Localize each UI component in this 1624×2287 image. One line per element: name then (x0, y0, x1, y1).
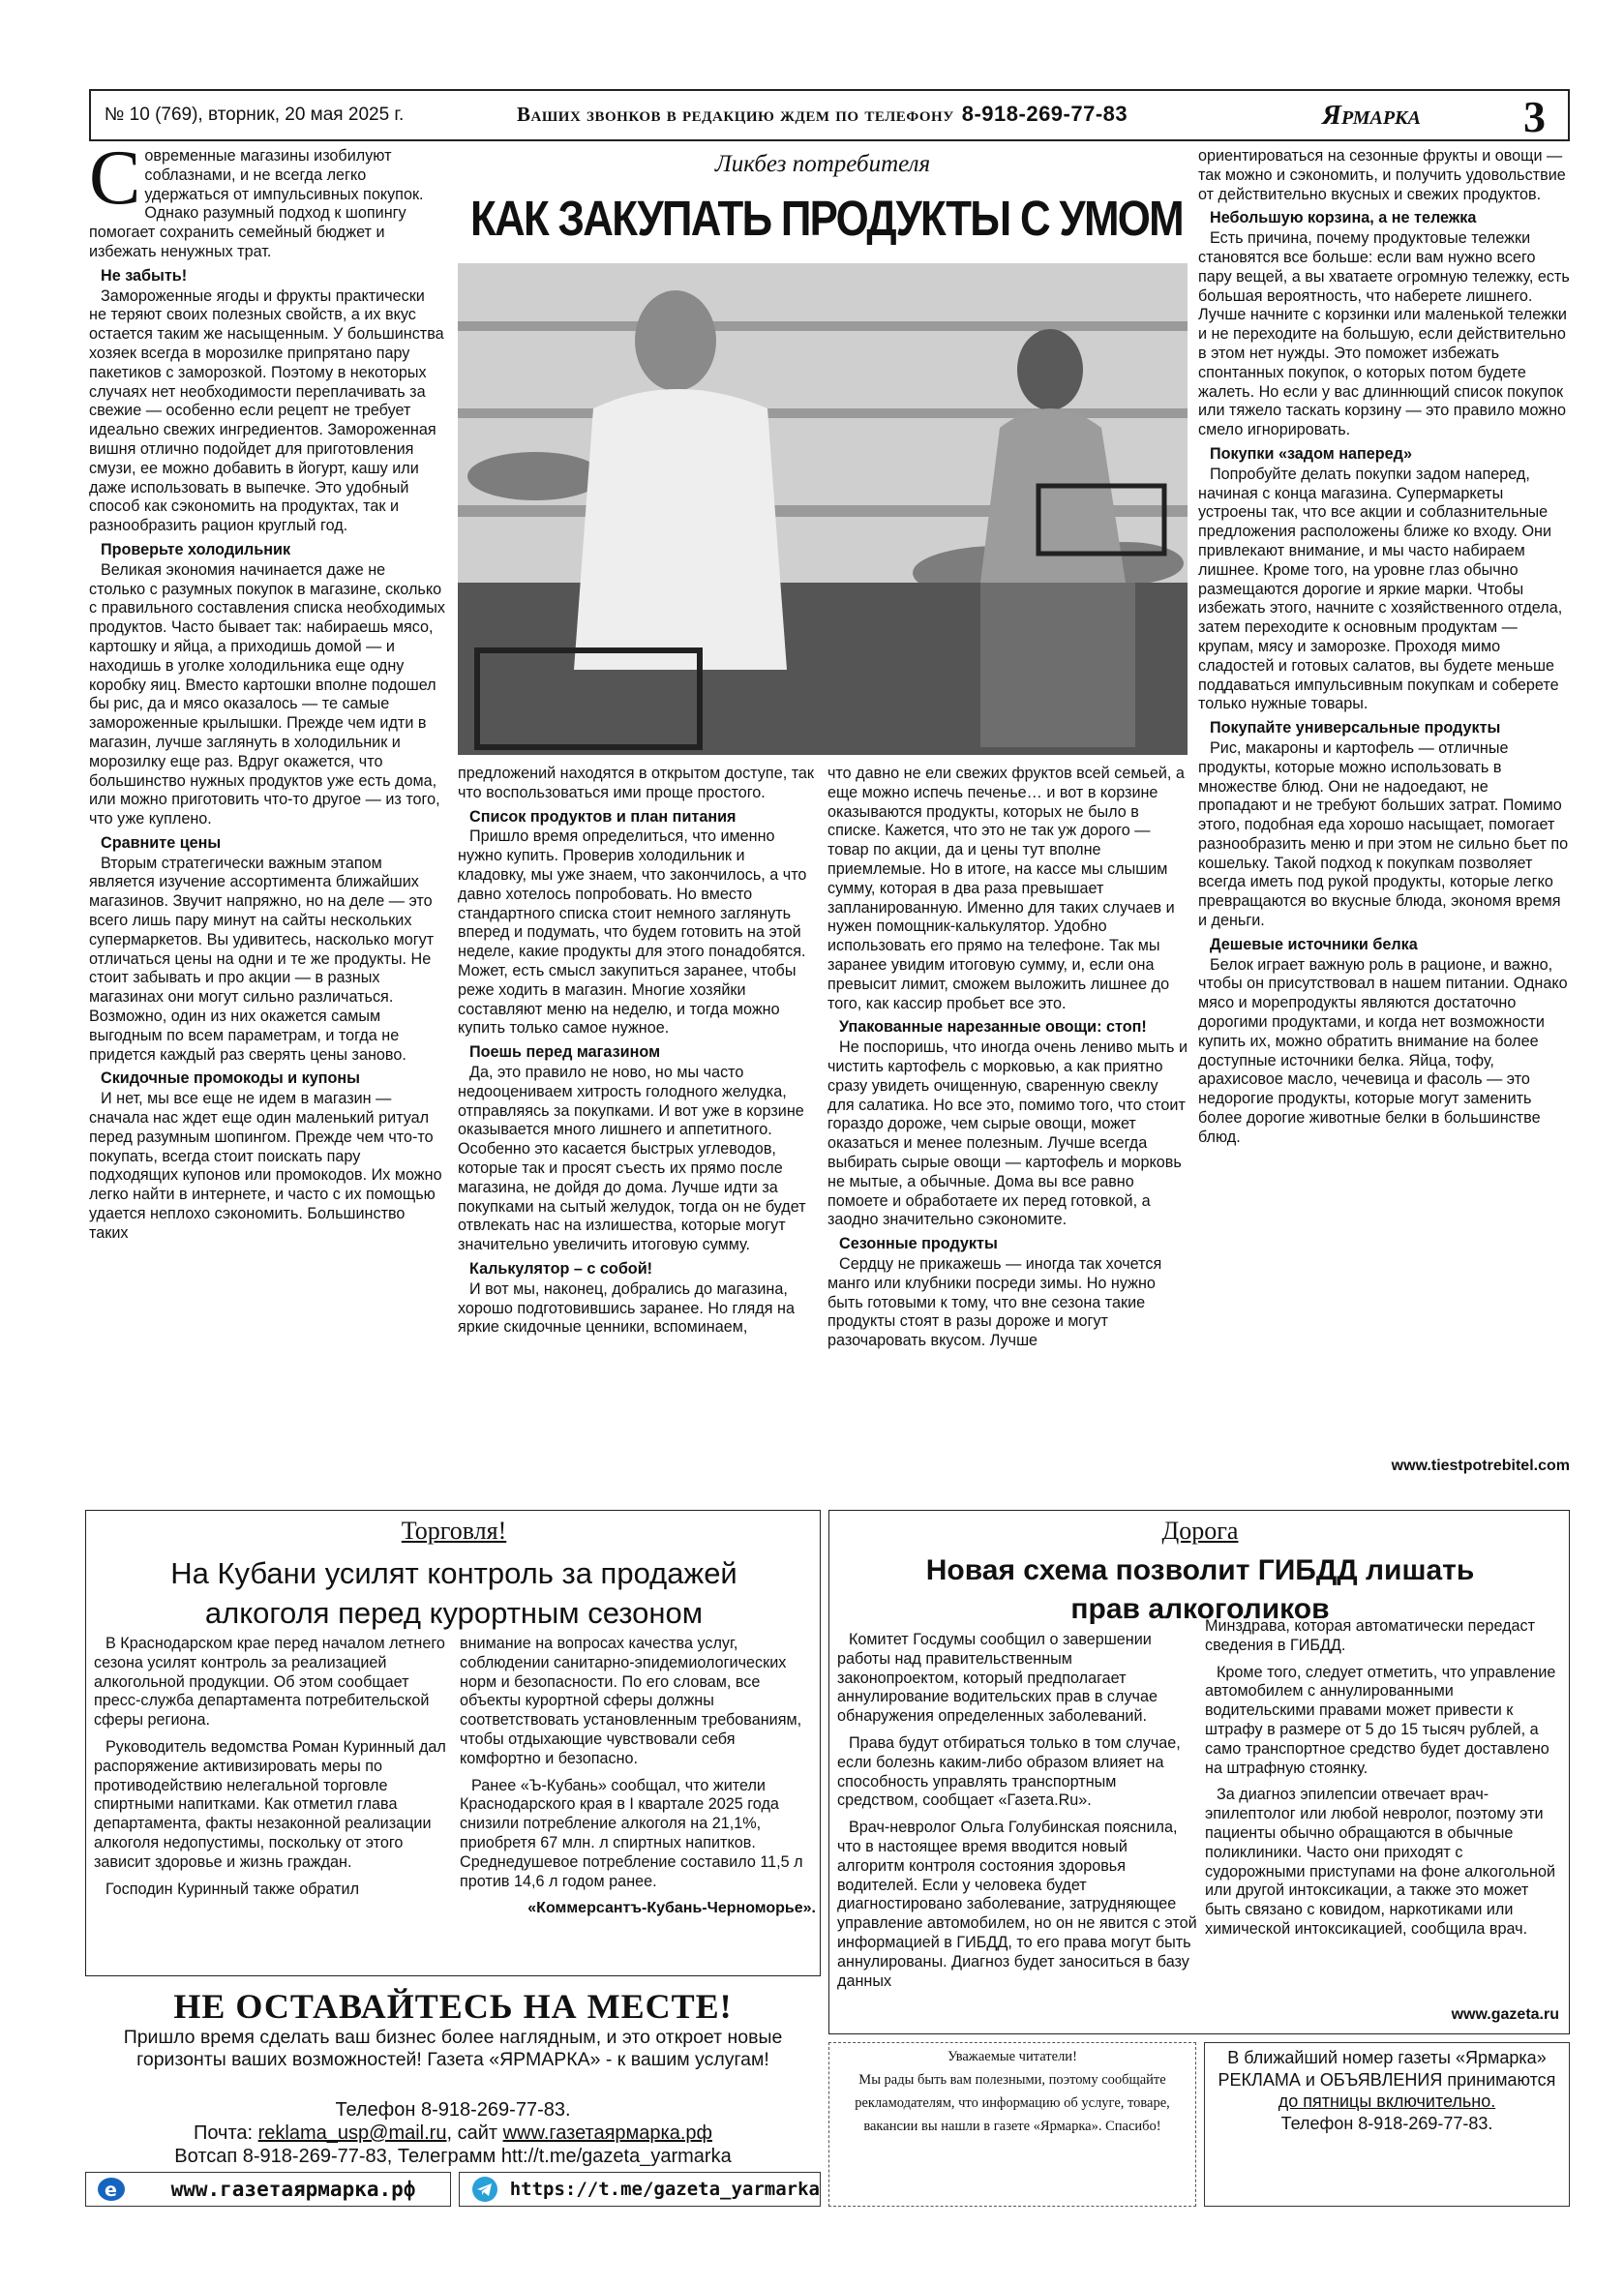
telegram-icon (467, 2176, 502, 2203)
road-source: www.gazeta.ru (1451, 2006, 1559, 2023)
section-heading: Калькулятор – с собой! (469, 1259, 653, 1278)
ad-contacts: Телефон 8-918-269-77-83. Почта: reklama_usp@mail.ru, сайт www.газетаярмарка.рф Вотсап 8-918-269-77-83, Телеграмм htt://t.me/gazeta_yarmarka (85, 2098, 821, 2168)
article-rubric: Ликбез потребителя (714, 151, 931, 177)
editorial-phone-line: Ваших звонков в редакцию ждем по телефону 8-918-269-77-83 (517, 102, 1128, 126)
section-heading: Покупки «задом наперед» (1210, 444, 1412, 463)
section-heading: Список продуктов и план питания (469, 807, 737, 826)
ad-phone: Телефон 8-918-269-77-83. (335, 2099, 571, 2121)
ad-title: НЕ ОСТАВАЙТЕСЬ НА МЕСТЕ! (173, 1987, 733, 2026)
section-heading: Упакованные нарезанные овощи: стоп! (839, 1018, 1147, 1037)
telegram-strip[interactable] (459, 2172, 821, 2207)
dropcap: С (89, 135, 141, 221)
article-title: КАК ЗАКУПАТЬ ПРОДУКТЫ С УМОМ (470, 191, 1183, 246)
road-news-box (828, 1510, 1570, 2034)
road-rubric: Дорога (1161, 1517, 1239, 1545)
next-issue-phone: Телефон 8-918-269-77-83. (1280, 2113, 1493, 2133)
article-column-4: ориентироваться на сезонные фрукты и овощи — так можно и сэкономить, и получить удовольствие от действительно вкусных и свежих продуктов. Небольшую корзина, а не тележка Есть причина, почему продуктовые тележки становятся все больше: если вам нужно всего пару вещей, а вы хватаете огромную тележку, есть большая вероятность, что наберете лишнего. Лучше начните с корзинки или маленькой тележки и не переходите на большую, если действительно в этом нет нужды. Это поможет избежать спонтанных покупок, о которых потом будете жалеть. Но если у вас длиннющий список покупок или тяжело таскать корзину — это правило можно смело игнорировать. Покупки «задом наперед» Попробуйте делать покупки задом наперед, начиная с конца магазина. Супермаркеты устроены так, что все акции и соблазнительные предложения расположены ближе ко входу. Они привлекают внимание, и мы часто набираем лишнее. Кроме того, на уровне глаз обычно размещаются дорогие и яркие марки. Чтобы избежать этого, начните с хозяйственного отдела, затем переходите к основным продуктам — крупам, мясу и заморозке. Проходя мимо сладостей и готовых салатов, вы будете меньше поддаваться импульсивным покупкам и соберете только нужные товары. Покупайте универсальные продукты Рис, макароны и картофель — отличные продукты, которые можно использовать в множестве блюд. Они не надоедают, не пропадают и не требуют больших затрат. Помимо этого, подобная еда хорошо насыщает, помогает разнообразить меню и при этом не сильно бьет по кошельку. Такой подход к покупкам позволяет всегда иметь под рукой продукты, которые легко превращаются во вкусные блюда, экономя время и деньги. Дешевые источники белка Белок играет важную роль в рационе, и важно, чтобы он присутствовал в нашем питании. Однако мясо и морепродукты являются достаточно дорогими продуктами, и когда нет возможности купить их, можно обратить внимание на более доступные источники белка. Яйца, тофу, арахисовое масло, чечевица и фасоль — это недорогие продукты, которые могут заменить более дорогие животные белки в большинстве блюд. (1198, 147, 1570, 1146)
brand-logo: Ярмарка (1322, 100, 1421, 131)
ad-text: Пришло время сделать ваш бизнес более наглядным, и это откроет новые горизонты ваших возможностей! Газета «ЯРМАРКА» - к вашим услугам! (123, 2027, 783, 2070)
article-column-2: предложений находятся в открытом доступе, так что воспользоваться ими проще простого. Список продуктов и план питания Пришло время определиться, что именно нужно купить. Проверив холодильник и кладовку, мы уже знаем, что закончилось, а что давно хотелось попробовать. Но вместо стандартного списка стоит немного заглянуть вперед и подумать, что будем готовить на этой неделе, какие продукты для этого понадобятся. Может, есть смысл закупиться заранее, чтобы реже ходить в магазин. Многие хозяйки составляют меню на неделю, и тогда можно купить только самое нужное. Поешь перед магазином Да, это правило не ново, но мы часто недооцениваем хитрость голодного желудка, отправляясь за покупками. И вот уже в корзине оказывается много лишнего и аппетитного. Особенно это касается быстрых углеводов, которые так и просят съесть их прямо после магазина, не дойдя до дома. Лучше идти за покупками на сытый желудок, тогда он не будет отвлекать нас на излишества, которые могут значительно увеличить итоговую сумму. Калькулятор – с собой! И вот мы, наконец, добрались до магазина, хорошо подготовившись заранее. Но глядя на яркие скидочные ценники, вспоминаем, (458, 765, 815, 1337)
section-heading: Покупайте универсальные продукты (1210, 719, 1501, 737)
grocery-shoppers-photo (458, 263, 1188, 755)
ad-site-link[interactable]: www.газетаярмарка.рф (502, 2122, 712, 2144)
road-column-1: Комитет Госдумы сообщил о завершении работы над правительственным законопроектом, который предполагает аннулирование водительских прав в случае обнаружения определенных заболеваний. Права будут отбираться только в том случае, если болезнь каким-либо образом влияет на способность управлять транспортным средством, сообщает «Газета.Ru». Врач-невролог Ольга Голубинская пояснила, что в настоящее время вводится новый алгоритм контроля состояния здоровья водителей. Если у человека будет диагностировано заболевание, затрудняющее управление автомобилем, но он не явится с этой информацией в ГИБДД, то его права могут быть аннулированы. Диагноз будет заноситься в базу данных (837, 1631, 1197, 1990)
svg-text:e: e (105, 2180, 117, 2201)
browser-icon (94, 2176, 129, 2203)
page-header (89, 89, 1570, 141)
photo-illustration-icon (458, 263, 1188, 755)
ad-messengers: Вотсап 8-918-269-77-83, Телеграмм htt://t.me/gazeta_yarmarka (174, 2146, 732, 2167)
site-strip[interactable] (85, 2172, 451, 2207)
notice-heading: Уважаемые читатели! (947, 2049, 1077, 2064)
telegram-strip-url[interactable]: https://t.me/gazeta_yarmarka (509, 2179, 820, 2200)
trade-source: «Коммерсантъ-Кубань-Черноморье». (527, 1900, 816, 1917)
road-column-2: Минздрава, которая автоматически передаст сведения в ГИБДД. Кроме того, следует отметить, что управление автомобилем с аннулированными водительскими правами может привести к штрафу в размере от 5 до 15 тысяч рублей, а само транспортное средство будет доставлено на штрафную стоянку. За диагноз эпилепсии отвечает врач-эпилептолог или любой невролог, поэтому эти пациенты обычно обращаются в обычные поликлиники. Часто они приходят с судорожными приступами на фоне алкогольной или другой интоксикации, а также это может быть связано с ковидом, наркотиками или химической интоксикацией, сообщила врач. (1205, 1617, 1556, 1938)
trade-column-2: внимание на вопросах качества услуг, соблюдении санитарно-эпидемиологических норм и безопасности. По его словам, все объекты курортной сферы должны соответствовать установленным требованиям, чтобы отдыхающие чувствовали себя комфортно и безопасно. Ранее «Ъ-Кубань» сообщал, что жители Краснодарского края в I квартале 2025 года снизили потребление алкоголя на 21,1%, приобретя 67 млн. л спиртных напитков. Среднедушевое потребление составило 11,5 л против 14,6 л годом ранее. «Коммерсантъ-Кубань-Черноморье». (460, 1635, 816, 1917)
article-column-3: что давно не ели свежих фруктов всей семьей, а еще можно испечь печенье… и вот в корзине оказываются продукты, которых не было в списке. Кажется, что это не так уж дорого — товар по акции, да и цены тут вполне приемлемые. Но в итоге, на кассе мы слышим сумму, которая в два раза превышает запланированную. Именно для таких случаев и нужен помощник-калькулятор. Удобно использовать его прямо на телефоне. Так мы заранее увидим итоговую сумму, и, если она превысит лимит, сможем выложить лишнее до того, как кассир пробьет все это. Упакованные нарезанные овощи: стоп! Не поспоришь, что иногда очень лениво мыть и чистить картофель с морковью, а как приятно сразу увидеть очищенную, сваренную свеклу для салатика. Но все это, помимо того, что стоит гораздо дороже, чем сырые овощи, может оказаться и менее полезным. Лучше всегда выбирать сырые овощи — картофель и морковь не мытые, а обычные. Дома вы все равно помоете и обработаете их перед готовкой, а заодно значительно сэкономите. Сезонные продукты Сердцу не прикажешь — иногда так хочется манго или клубники посреди зимы. Но нужно быть готовыми к тому, что вне сезона такие продукты стоят в разы дороже и могут разочаровать вкусом. Лучше (827, 765, 1188, 1350)
article-column-1: Современные магазины изобилуют соблазнами, и не всегда легко удержаться от импульсивных покупок. Однако разумный подход к шопингу помогает сохранить семейный бюджет и избежать ненужных трат. Не забыть! Замороженные ягоды и фрукты практически не теряют своих полезных свойств, а их вкус остается таким же насыщенным. У большинства хозяек всегда в морозилке припрятано пару пакетиков с заморозкой. Поэтому в некоторых случаях нет необходимости переплачивать за свежие — особенно если рецепт не требует идеально свежих ингредиентов. Замороженная вишня отлично подойдет для приготовления смузи, ее можно добавить в йогурт, кашу или даже использовать в выпечке. Это удобный способ как сэкономить на продуктах, так и разнообразить рацион круглый год. Проверьте холодильник Великая экономия начинается даже не столько с разумных покупок в магазине, сколько с правильного составления списка необходимых продуктов. Часто бывает так: набираешь мясо, картошку и яйца, а приходишь домой — и находишь в уголке холодильника еще одну коробку яиц. Вместо картошки вполне подошел бы рис, да и мясо оказалось — те самые замороженные крылышки. Прежде чем идти в магазин, лучше заглянуть в холодильник и морозилку еще раз. Вдруг окажется, что большинство нужных продуктов уже есть дома, или можно приготовить что-то другое — из того, что уже куплено. Сравните цены Вторым стратегически важным этапом является изучение ассортимента ближайших магазинов. Звучит напряжно, но на деле — это всего лишь пару минут на сайты нескольких супермаркетов. Вы удивитесь, насколько могут отличаться цены на одни и те же продукты. Не стоит забывать и про акции — в разных магазинах они могут сильно различаться. Возможно, один из них окажется самым выгодным по всем параметрам, и тогда не придется каждый раз сверять цены заново. Скидочные промокоды и купоны И нет, мы все еще не идем в магазин — сначала нас ждет еще один маленький ритуал перед разумным шопингом. Прежде чем что-то покупать, всегда стоит поискать пару подходящих купонов или промокодов. Их можно легко найти в интернете, и часто с их помощью удается неплохо сэкономить. Большинство таких (89, 135, 445, 1242)
trade-title: На Кубани усилят контроль за продажей алкоголя перед курортным сезоном (170, 1556, 737, 1630)
trade-column-1: В Краснодарском крае перед началом летнего сезона усилят контроль за реализацией алкогольной продукции. Об этом сообщает пресс-служба департамента потребительской сферы региона. Руководитель ведомства Роман Куринный дал распоряжение активизировать меры по противодействию нелегальной торговле спиртными напитками. Как отметил глава департамента, факты незаконной реализации алкоголя недопустимы, поскольку от этого зависит здоровье и жизнь граждан. Господин Куринный также обратил (94, 1635, 446, 1898)
trade-rubric: Торговля! (401, 1517, 507, 1545)
notice-text: Мы рады быть вам полезными, поэтому сообщайте рекламодателям, что информацию об услуге, товаре, вакансии вы нашли в газете «Ярмарка». Спасибо! (855, 2072, 1170, 2134)
issue-info: № 10 (769), вторник, 20 мая 2025 г. (105, 105, 405, 125)
section-heading: Небольшую корзина, а не тележка (1210, 209, 1477, 227)
section-heading: Сравните цены (101, 833, 222, 852)
section-heading: Сезонные продукты (839, 1235, 998, 1253)
road-title: Новая схема позволит ГИБДД лишать прав алкоголиков (925, 1554, 1475, 1625)
next-issue-deadline: до пятницы включительно. (1278, 2091, 1496, 2111)
ad-email-link[interactable]: reklama_usp@mail.ru (257, 2122, 447, 2144)
section-heading: Не забыть! (101, 266, 188, 285)
trade-news-box (85, 1510, 821, 1976)
next-issue-text: В ближайший номер газеты «Ярмарка» РЕКЛАМА и ОБЪЯВЛЕНИЯ принимаются (1218, 2048, 1556, 2090)
section-heading: Проверьте холодильник (101, 540, 291, 558)
site-strip-url[interactable]: www.газетаярмарка.рф (170, 2178, 416, 2201)
section-heading: Скидочные промокоды и купоны (101, 1069, 360, 1088)
article-source: www.tiestpotrebitel.com (1391, 1458, 1570, 1474)
next-issue-box (1204, 2042, 1570, 2207)
readers-notice (828, 2042, 1196, 2207)
section-heading: Поешь перед магазином (469, 1043, 661, 1062)
section-heading: Дешевые источники белка (1210, 935, 1418, 953)
page-number: 3 (1523, 92, 1546, 141)
editorial-phone: 8-918-269-77-83 (961, 102, 1128, 126)
